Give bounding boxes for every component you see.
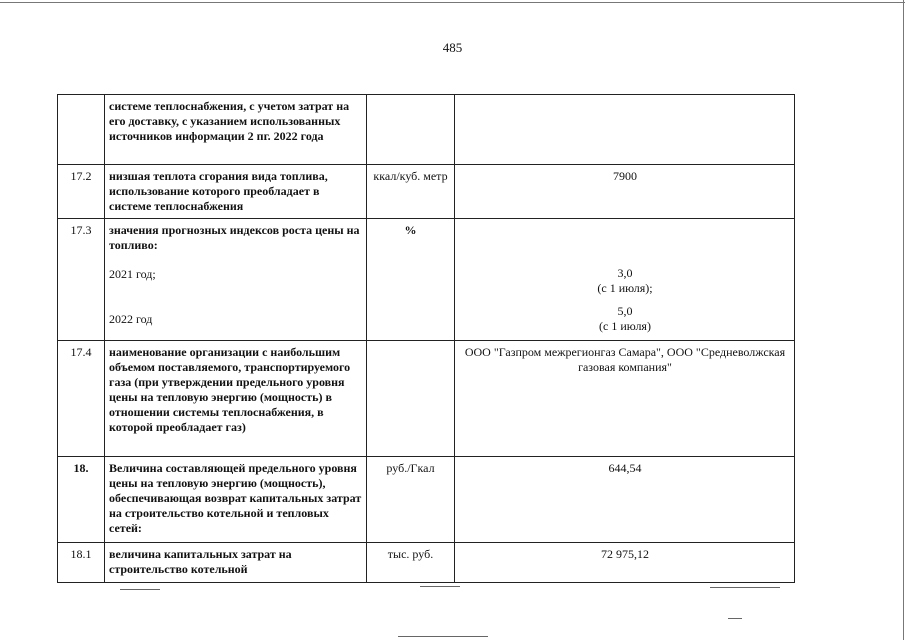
scan-artifact	[420, 586, 460, 587]
table-row	[58, 543, 795, 583]
scan-edge-right	[903, 0, 904, 640]
data-table	[57, 94, 795, 583]
row-number: 18.	[58, 457, 105, 543]
table-row	[58, 341, 795, 457]
table-row	[58, 457, 795, 543]
row-number: 17.4	[58, 341, 105, 457]
row-description: величина капитальных затрат на строительство котельной	[105, 543, 367, 583]
scan-artifact	[398, 636, 488, 637]
year-2021-label: 2021 год;	[109, 267, 156, 281]
year-2022-label: 2022 год	[109, 312, 153, 326]
row-description: наименование организации с наибольшим объемом поставляемого, транспортируемого газа (при утверждении предельного уровня цены на тепловую энергию (мощность) в отношении системы теплоснабжения, в которой преобладает газ)	[105, 341, 367, 457]
row-number: 17.3	[58, 219, 105, 341]
row-description: низшая теплота сгорания вида топлива, использование которого преобладает в системе теплоснабжения	[105, 165, 367, 219]
row-value: 644,54	[455, 457, 795, 543]
row-unit: тыс. руб.	[367, 543, 455, 583]
row-description	[105, 219, 367, 341]
page-number: 485	[442, 40, 463, 55]
table-row	[58, 95, 795, 165]
row-number: 17.2	[58, 165, 105, 219]
year-2021-note: (с 1 июля);	[597, 281, 653, 295]
row-number: 18.1	[58, 543, 105, 583]
year-2022-value: 5,0	[617, 304, 633, 318]
row-unit	[367, 95, 455, 165]
scan-artifact	[710, 587, 780, 588]
tariff-table	[57, 94, 795, 583]
table-row	[58, 165, 795, 219]
row-value: 72 975,12	[455, 543, 795, 583]
row-number	[58, 95, 105, 165]
table-row	[58, 219, 795, 341]
row-value	[455, 219, 795, 341]
year-2022-note: (с 1 июля)	[599, 319, 651, 333]
row-unit: руб./Гкал	[367, 457, 455, 543]
row-description: Величина составляющей предельного уровня цены на тепловую энергию (мощность), обеспечивающая возврат капитальных затрат на строительство котельной и тепловых сетей:	[105, 457, 367, 543]
scan-artifact	[120, 589, 160, 590]
row-value: ООО "Газпром межрегионгаз Самара", ООО "Средневолжская газовая компания"	[455, 341, 795, 457]
row-value: 7900	[455, 165, 795, 219]
row-unit: ккал/куб. метр	[367, 165, 455, 219]
row-unit: %	[367, 219, 455, 341]
year-2021-value: 3,0	[617, 266, 633, 280]
scan-artifact	[728, 618, 742, 619]
scan-edge-top	[0, 2, 905, 3]
row-unit	[367, 341, 455, 457]
row-description: системе теплоснабжения, с учетом затрат на его доставку, с указанием использованных источников информации 2 пг. 2022 года	[105, 95, 367, 165]
fuel-index-intro: значения прогнозных индексов роста цены на топливо:	[109, 223, 360, 252]
row-value	[455, 95, 795, 165]
